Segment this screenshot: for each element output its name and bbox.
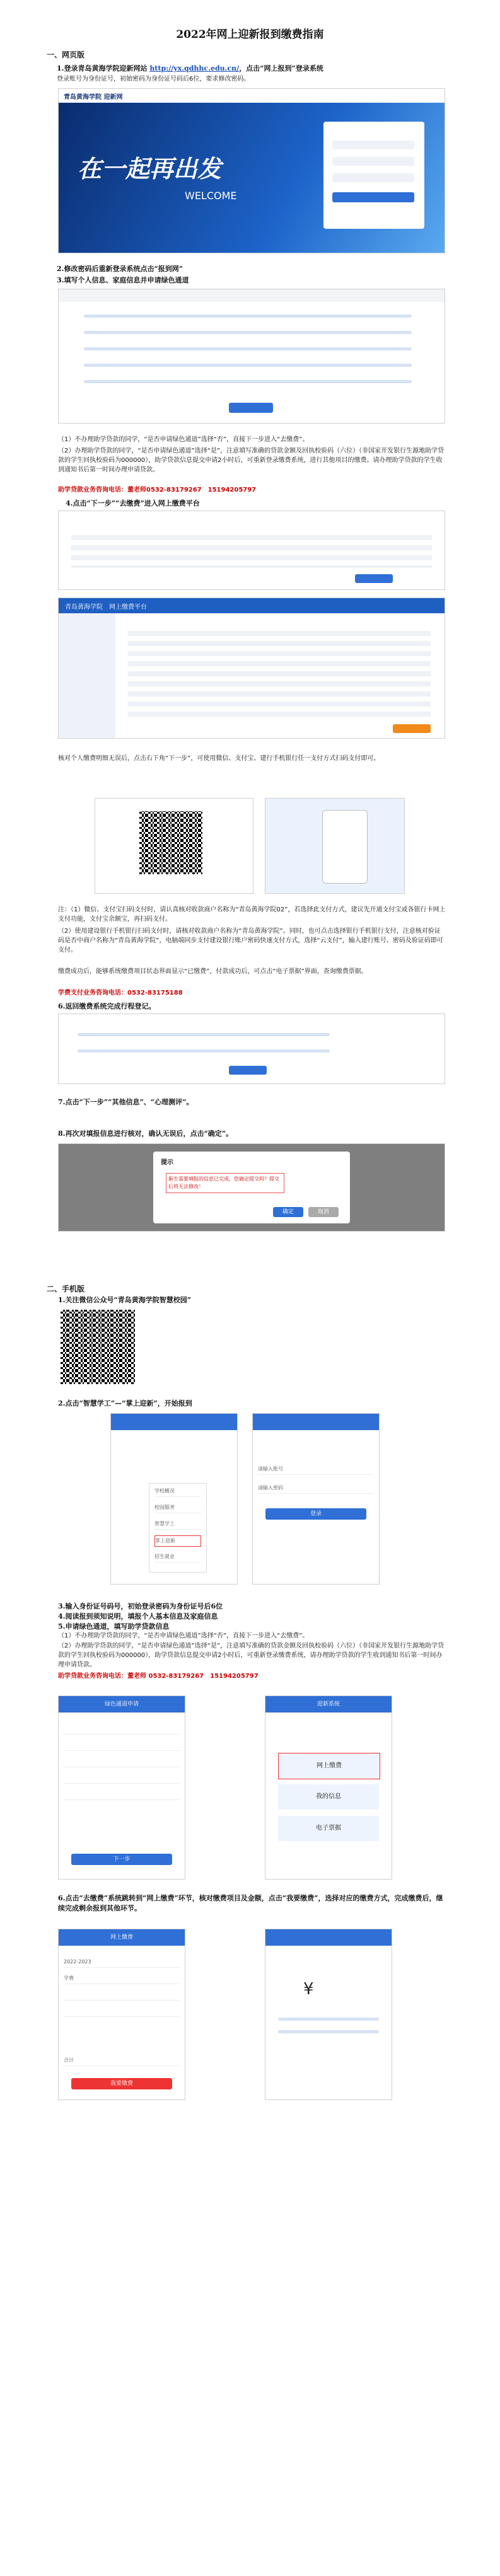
mobile-step-5: 5.申请绿色通道，填写助学贷款信息 [58,1622,170,1631]
travel-screenshot [58,1014,445,1084]
dialog-body: 新生需要填报的信息已完成，您确定提交吗？提交后将无法修改！ [166,1173,284,1193]
green-channel-header: 绿色通道申请 [59,1696,185,1713]
mobile-step-2: 2.点击“智慧学工”—“掌上迎新”，开始报到 [58,1399,192,1407]
green-next-button[interactable]: 下一步 [71,1854,172,1865]
mobile-login-button[interactable]: 登录 [265,1508,366,1520]
pay-amount-symbol: ¥ [303,1980,314,1999]
pay-year: 2022-2023 [64,1957,180,1968]
loan-hotline: 助学贷款业务咨询电话：董老师0532-83179267 15194205797 [58,487,257,494]
menu-item[interactable]: 校园服务 [154,1503,201,1513]
step-1 [57,63,323,73]
mobile-note-1: （1）不办理助学贷款的同学，“是否申请绿色通道”选择“否”，直接下一步进入“去缴费”。 [58,1632,309,1639]
mobile-note-2: （2）办理助学贷款的同学，“是否申请绿色通道”选择“是”，注意填写准确的贷款金额及回执校验码（六位）（非国家开发银行生源地助学贷款的学生回执校验码为000000），助学贷款信息提交申请2小时后，可重新登录缴费系统，请办理助学贷款的学生收到通知书后第一时间办理申请贷款。 [58,1643,445,1668]
login-panel [323,122,424,229]
travel-row [78,1049,330,1053]
form-row[interactable] [64,1724,180,1735]
section-heading-mobile: 二、手机版 [47,1285,85,1293]
mobile-pay-header: 网上缴费 [59,1929,185,1946]
menu-item-welcome[interactable]: 掌上迎新 [154,1535,201,1547]
form-row [84,380,412,383]
banner-slogan: 在一起再出发 [78,154,222,183]
form-progress [59,289,445,302]
mobile-pay-go-button[interactable]: 我要缴费 [71,2078,172,2089]
step-6: 6.返回缴费系统完成行程登记。 [58,1002,156,1010]
step-2: 2.修改密码后重新登录系统点击“报到网” [57,265,183,273]
confirm-screenshot [58,511,445,590]
confirm-dialog-screenshot [58,1143,445,1232]
portal-header [59,89,445,103]
wechat-menu-header [111,1414,237,1430]
travel-row [78,1033,330,1036]
form-row[interactable] [64,1740,180,1751]
mobile-step-3: 3.输入身份证号码号，初始登录密码为身份证号后6位 [58,1602,223,1610]
form-row[interactable] [64,1773,180,1784]
pay-detail-row [278,2030,379,2033]
pay-note-2: （2）使用建设银行手机银行扫码支付时，请核对收款商户名称为“青岛黄海学院”。同时，也可点击选择银行手机银行支付，注意核对验证码是否中商户名称为“青岛黄海学院”，电脑端同步支付建设银行账户密码快速支付方式，选择“云支付”，输入建行账号、密码及验证码即可支付。 [58,928,443,954]
pay-detail-row [278,2018,379,2021]
phone-mock [322,810,368,884]
mobile-pay-screenshot [265,798,405,894]
menu-item[interactable]: 学校概况 [154,1486,201,1497]
pay-row [64,2006,180,2017]
pay-next-button[interactable] [393,724,431,733]
form-row [84,347,412,350]
mobile-step-1: 1.关注微信公众号“青岛黄海学院智慧校园” [58,1296,192,1304]
page-title: 2022年网上迎新报到缴费指南 [176,28,324,41]
menu-item[interactable]: 智慧学工 [154,1519,201,1530]
form-row[interactable] [64,1789,180,1800]
portal-name: 青岛黄海学院 迎新网 [64,94,123,101]
note-2: （2）办理助学贷款的同学，“是否申请绿色通道”选择“是”，注意填写准确的贷款金额及回执校验码（六位）（非国家开发银行生源地助学贷款的学生回执校验码为000000），助学贷款信息提交申请2小时后，可重新登录缴费系统，进行其他项目的缴费。请办理助学贷款的学生收到通知书后第一时间办理申请贷款。 [58,448,445,473]
step-4: 4.点击“下一步”“去缴费”进入网上缴费平台 [66,499,200,507]
step-8: 8.再次对填报信息进行核对，确认无误后，点击“确定”。 [58,1129,233,1138]
portal-link[interactable]: http://yx.qdhhc.edu.cn/ [149,64,240,72]
mobile-pay-confirm-header [265,1929,392,1946]
pay-note-1: 注：（1）微信、支付宝扫码支付时，请认真核对收款商户名称为“青岛黄海学院02”，若选择此支付方式，建议先开通支付宝或各银行卡网上支付功能，支付宝余额宝，再扫码支付。 [58,906,446,923]
mobile-login-header [253,1414,379,1430]
pay-platform-header [59,598,445,613]
menu-item[interactable]: 招生就业 [154,1552,201,1562]
login-captcha-input[interactable] [332,173,414,182]
feature-info[interactable]: 我的信息 [278,1784,379,1810]
mobile-password-input[interactable]: 请输入密码 [258,1483,374,1494]
step-1-prefix: 1.登录青岛黄海学院迎新网站 [57,64,150,72]
wechat-menu-phone [110,1413,238,1585]
portal-screenshot [58,88,445,253]
form-row[interactable] [64,1757,180,1767]
feature-header: 迎新系统 [265,1696,392,1713]
form-row [84,315,412,318]
travel-submit-button[interactable] [229,1066,267,1075]
mobile-pay-confirm-phone [265,1929,392,2100]
pay-detail-table [128,626,431,720]
feature-pay[interactable]: 网上缴费 [278,1753,380,1779]
mobile-hotline: 助学贷款业务咨询电话：董老师 0532-83179267 15194205797 [58,1673,259,1680]
pay-platform-name: 青岛黄海学院 网上缴费平台 [65,604,147,611]
pay-desc: 核对个人缴费明细无误后，点击右下角“下一步”，可使用微信、支付宝、建行手机银行任一支付方式扫码支付即可。 [58,755,380,762]
info-form-screenshot [58,289,445,424]
form-row [84,364,412,367]
login-username-input[interactable] [332,141,414,149]
dialog-title: 提示 [161,1159,173,1166]
banner-welcome: WELCOME [185,190,237,202]
login-password-input[interactable] [332,157,414,166]
step-1-desc: 登录账号为身份证号，初始密码为身份证号码后6位，要求修改密码。 [57,76,250,83]
go-pay-button[interactable] [355,574,393,583]
confirm-table [71,530,432,568]
dialog-cancel-button[interactable]: 取消 [308,1207,339,1217]
feature-invoice[interactable]: 电子票据 [278,1816,379,1841]
dialog-ok-button[interactable]: 确定 [273,1207,303,1217]
form-row [84,331,412,334]
step-1-suffix: ，点击“网上报到”登录系统 [239,64,323,72]
step-7: 7.点击“下一步”“其他信息”、“心理测评”。 [58,1098,194,1106]
mobile-username-input[interactable]: 请输入账号 [258,1464,374,1475]
form-next-button[interactable] [229,403,273,413]
step-3: 3.填写个人信息、家庭信息并申请绿色通道 [57,276,189,284]
pay-platform-screenshot [58,598,445,739]
green-channel-phone [58,1695,185,1880]
pay-total: 合计 [64,2055,180,2066]
feature-phone [265,1695,392,1880]
mobile-step-6: 6.点击“去缴费”系统跳转到“网上缴费”环节，核对缴费项目及金额，点击“我要缴费”，选择对应的缴费方式，完成缴费后，继续完成剩余报到其他环节。 [58,1894,443,1912]
pay-note-3: 缴费成功后，能够系统缴费项目状态界面显示“已缴费”，付款成功后，可点击“电子票据”界面，查询缴费票据。 [58,968,368,975]
pay-item: 学费 [64,1973,180,1984]
qr-code-icon [139,811,202,874]
pay-row [64,1990,180,2001]
qr-pay-screenshot [95,798,253,894]
section-heading-pc: 一、网页版 [47,50,85,59]
mobile-pay-phone [58,1929,185,2100]
pay-hotline: 学费支付业务咨询电话：0532-83175188 [58,990,183,996]
wechat-qr-icon [61,1310,135,1384]
note-1: （1）不办理助学贷款的同学，“是否申请绿色通道”选择“否”，直接下一步进入“去缴费”。 [58,436,309,443]
wechat-menu [149,1483,207,1573]
pay-sidebar [59,613,115,738]
login-button[interactable] [332,192,414,202]
mobile-step-4: 4.阅读报到须知说明，填报个人基本信息及家庭信息 [58,1612,218,1620]
mobile-login-phone [252,1413,380,1585]
confirm-dialog [153,1152,350,1223]
